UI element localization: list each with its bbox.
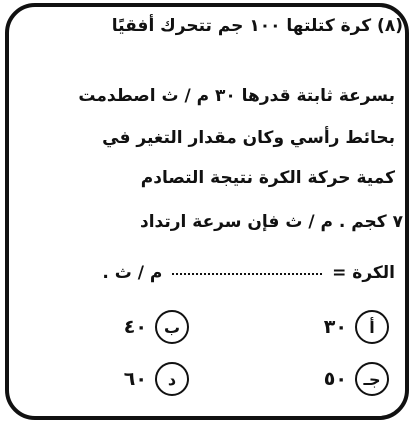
option-a-value: ٣٠ bbox=[323, 316, 347, 338]
option-b-letter: ب bbox=[155, 310, 189, 344]
option-d[interactable] bbox=[124, 362, 189, 396]
answer-blank[interactable] bbox=[172, 273, 322, 275]
option-a[interactable] bbox=[324, 310, 389, 344]
question-line-5: ٧ كجم . م / ث فإن سرعة ارتداد bbox=[139, 212, 403, 232]
answer-line bbox=[102, 263, 395, 283]
option-b[interactable] bbox=[124, 310, 189, 344]
option-d-value: ٦٠ bbox=[123, 368, 147, 390]
question-line-2: بسرعة ثابتة قدرها ٣٠ م / ث اصطدمت bbox=[78, 86, 395, 106]
question-line-4: كمية حركة الكرة نتيجة التصادم bbox=[140, 168, 395, 188]
option-c-letter: جـ bbox=[355, 362, 389, 396]
question-line-1: (٨) كرة كتلتها ١٠٠ جم تتحرك أفقيًا bbox=[111, 16, 403, 36]
option-d-letter: د bbox=[155, 362, 189, 396]
option-b-value: ٤٠ bbox=[123, 316, 147, 338]
option-c-value: ٥٠ bbox=[323, 368, 347, 390]
question-line-3: بحائط رأسي وكان مقدار التغير في bbox=[102, 128, 395, 148]
option-a-letter: أ bbox=[355, 310, 389, 344]
option-c[interactable] bbox=[324, 362, 389, 396]
answer-prefix: الكرة = bbox=[332, 263, 395, 283]
answer-unit: م / ث . bbox=[102, 263, 163, 283]
